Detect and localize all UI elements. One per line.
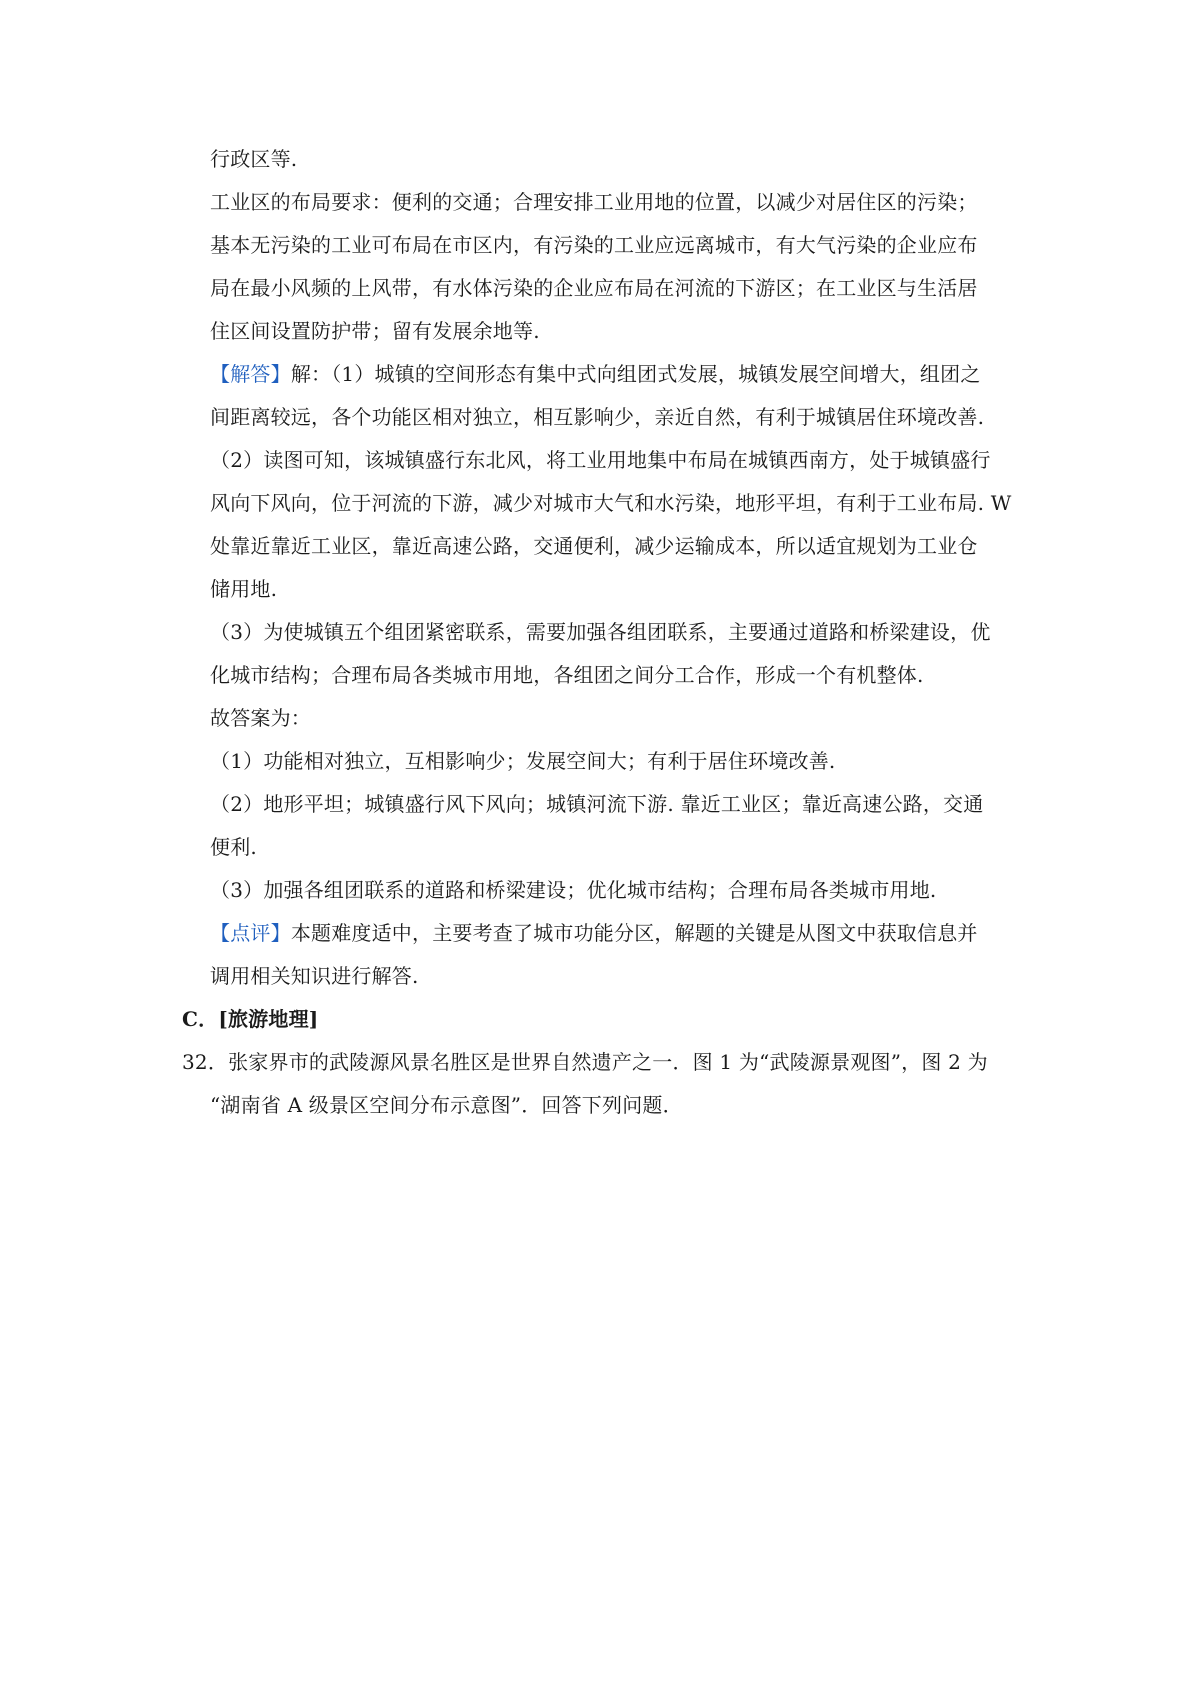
text-line: （3）加强各组团联系的道路和桥梁建设；优化城市结构；合理布局各类城市用地. <box>210 878 937 902</box>
text-line: 间距离较远，各个功能区相对独立，相互影响少，亲近自然，有利于城镇居住环境改善. <box>210 405 985 429</box>
text-line: 故答案为： <box>210 706 311 730</box>
text-line: 行政区等. <box>210 147 298 171</box>
text-line: 化城市结构；合理布局各类城市用地，各组团之间分工合作，形成一个有机整体. <box>210 663 924 687</box>
text-line: 调用相关知识进行解答. <box>210 964 419 988</box>
question-number: 32． <box>182 1050 229 1074</box>
answer-first-line <box>210 360 981 388</box>
question-second-line: “湖南省 A 级景区空间分布示意图”．回答下列问题． <box>210 1093 683 1117</box>
comment-tag: 【点评】 <box>210 921 291 945</box>
question-first-line <box>182 1048 988 1076</box>
text-line: （2）读图可知，该城镇盛行东北风，将工业用地集中布局在城镇西南方，处于城镇盛行 <box>210 448 991 472</box>
answer-tag: 【解答】 <box>210 362 291 386</box>
comment-first-text: 本题难度适中，主要考查了城市功能分区，解题的关键是从图文中获取信息并 <box>290 921 978 945</box>
comment-first-line <box>210 919 978 947</box>
text-line: 局在最小风频的上风带，有水体污染的企业应布局在河流的下游区；在工业区与生活居 <box>210 276 978 300</box>
text-line: 储用地. <box>210 577 278 601</box>
text-line: 工业区的布局要求：便利的交通；合理安排工业用地的位置，以减少对居住区的污染； <box>210 190 978 214</box>
text-line: 处靠近靠近工业区，靠近高速公路，交通便利，减少运输成本，所以适宜规划为工业仓 <box>210 534 978 558</box>
text-line: 住区间设置防护带；留有发展余地等. <box>210 319 540 343</box>
text-line: 便利. <box>210 835 257 859</box>
text-line: 基本无污染的工业可布局在市区内，有污染的工业应远离城市，有大气污染的企业应布 <box>210 233 978 257</box>
section-heading: C．[旅游地理] <box>182 1007 319 1031</box>
text-line: 风向下风向，位于河流的下游，减少对城市大气和水污染，地形平坦，有利于工业布局. W <box>210 491 1012 515</box>
question-first-text: 张家界市的武陵源风景名胜区是世界自然遗产之一．图 1 为“武陵源景观图”，图 2 为 <box>228 1050 988 1074</box>
text-line: （2）地形平坦；城镇盛行风下风向；城镇河流下游. 靠近工业区；靠近高速公路，交通 <box>210 792 984 816</box>
text-line: （1）功能相对独立，互相影响少；发展空间大；有利于居住环境改善. <box>210 749 836 773</box>
answer-first-text: 解：（1）城镇的空间形态有集中式向组团式发展，城镇发展空间增大，组团之 <box>290 362 981 386</box>
text-line: （3）为使城镇五个组团紧密联系，需要加强各组团联系，主要通过道路和桥梁建设，优 <box>210 620 991 644</box>
